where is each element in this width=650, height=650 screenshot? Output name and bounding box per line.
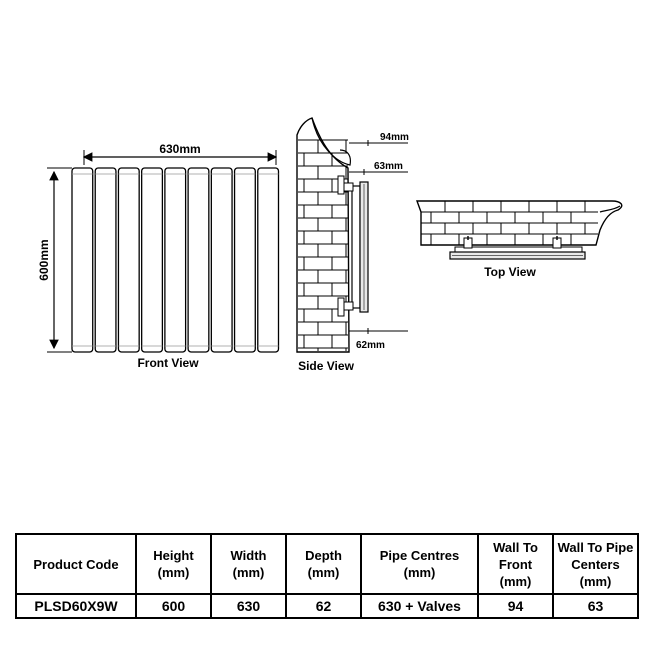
- side-view: [297, 118, 409, 373]
- cell-width: 630: [211, 594, 286, 618]
- radiator-panel: [95, 168, 116, 352]
- header-pipe-centres: [361, 534, 478, 594]
- header-wall-to-front: [478, 534, 553, 594]
- pipe-centers-label: 63mm: [374, 161, 403, 172]
- header-unit: (mm): [157, 565, 190, 580]
- header-width: [211, 534, 286, 594]
- top-view-caption: Top View: [484, 265, 536, 279]
- header-unit: (mm): [499, 573, 532, 589]
- depth-label: 62mm: [356, 340, 385, 351]
- cell-product-code: PLSD60X9W: [16, 594, 136, 618]
- cell-wall-to-pipe-centers: 63: [553, 594, 638, 618]
- header-unit: (mm): [403, 565, 436, 580]
- front-width-label: 630mm: [159, 142, 201, 156]
- header-text: Centers: [571, 556, 620, 572]
- radiator-panel: [142, 168, 163, 352]
- table-row: [16, 594, 638, 618]
- cell-pipe-centres: 630 + Valves: [361, 594, 478, 618]
- header-product-code: [16, 534, 136, 594]
- radiator-panel: [72, 168, 93, 352]
- front-view-caption: Front View: [137, 356, 199, 370]
- header-unit: (mm): [232, 565, 265, 580]
- header-text: Product Code: [33, 556, 119, 572]
- front-height-label: 600mm: [37, 239, 51, 281]
- header-text: Wall To: [493, 539, 538, 555]
- front-view: [37, 142, 279, 370]
- cell-wall-to-front: 94: [478, 594, 553, 618]
- radiator-panels: [72, 168, 279, 352]
- radiator-panel: [188, 168, 209, 352]
- radiator-panel: [235, 168, 256, 352]
- header-text: Depth: [305, 548, 342, 563]
- header-height: [136, 534, 211, 594]
- depth-dimension: [349, 328, 408, 351]
- radiator-panel: [165, 168, 186, 352]
- spec-table: [15, 533, 639, 619]
- table-header-row: [16, 534, 638, 594]
- wall-to-front-label: 94mm: [380, 132, 409, 143]
- header-depth: [286, 534, 361, 594]
- radiator-panel: [211, 168, 232, 352]
- radiator-panel: [258, 168, 279, 352]
- radiator-panel: [118, 168, 139, 352]
- header-text: Front: [498, 556, 533, 572]
- header-text: Wall To Pipe: [557, 539, 634, 555]
- front-width-dimension: [84, 142, 276, 165]
- header-text: Height: [153, 548, 194, 563]
- header-text: Pipe Centres: [379, 548, 460, 563]
- side-view-caption: Side View: [298, 359, 354, 373]
- header-text: Width: [230, 548, 267, 563]
- header-wall-to-pipe-centers: [553, 534, 638, 594]
- header-unit: (mm): [579, 573, 612, 589]
- cell-height: 600: [136, 594, 211, 618]
- pipe-centers-dimension: [349, 161, 408, 175]
- wall-to-front-dimension: [349, 132, 409, 146]
- header-unit: (mm): [307, 565, 340, 580]
- cell-depth: 62: [286, 594, 361, 618]
- front-height-dimension: [37, 168, 72, 352]
- top-view: [417, 201, 622, 279]
